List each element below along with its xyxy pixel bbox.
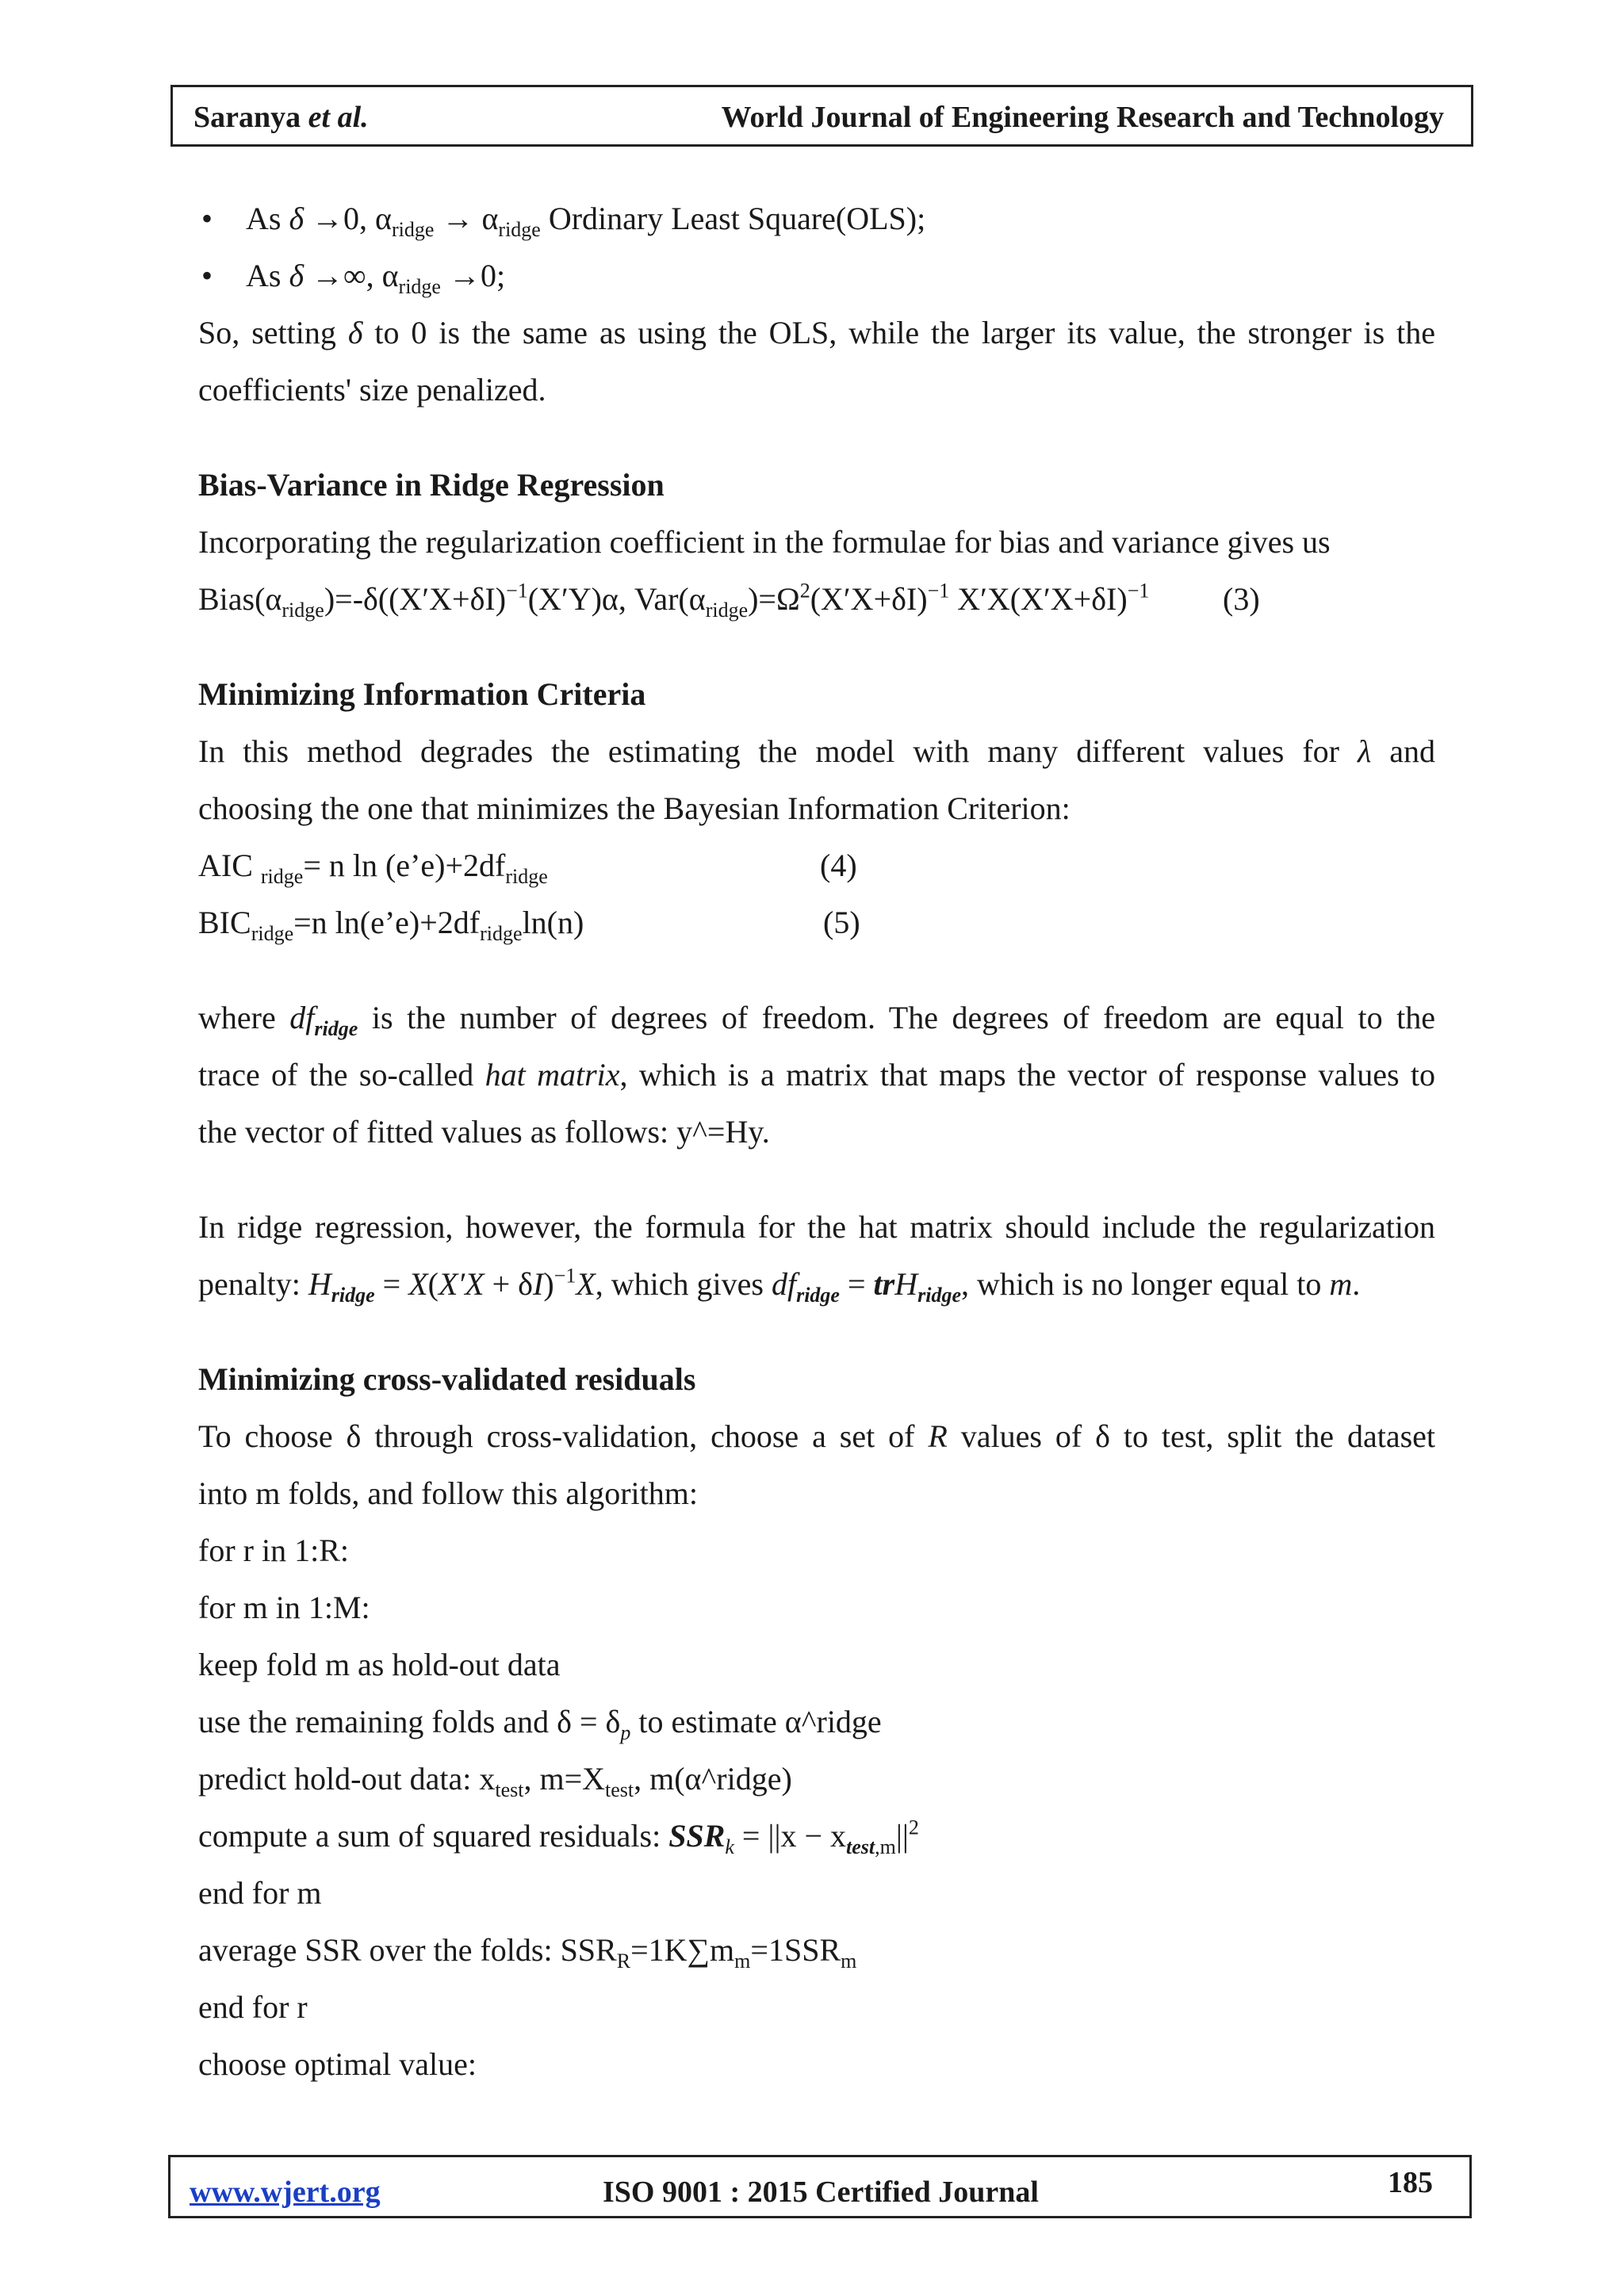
equation-4-aic: AIC $_{ridge}$= n $\ln (e’e)+2df_{ridge}$ xyxy=(198,848,548,889)
algo-compute-ssr: compute a sum of squared residuals: $SSR_k = ||x - x_{test,m}||^2$ xyxy=(198,1816,919,1859)
header-journal-title: World Journal of Engineering Research and Technology xyxy=(721,101,1444,134)
cross-validation-line-1: To choose δ through cross-validation, choose a set of R values of δ to test, split the dataset xyxy=(198,1418,1436,1454)
equation-5-bic: $BIC_{ridge}=n$ $\ln(e’e)+2df_{ridge}\ln(n)$ xyxy=(198,905,584,946)
algo-predict: predict hold-out data: $x_{test}$, $m=X_{test}$, m(α^ridge) xyxy=(198,1761,792,1802)
running-header xyxy=(170,85,1473,147)
iso-certification: ISO 9001 : 2015 Certified Journal xyxy=(603,2175,1039,2209)
paragraph-df-line-3: the vector of fitted values as follows: y^=Hy. xyxy=(198,1114,770,1150)
algo-for-r: for r in 1:R: xyxy=(198,1533,349,1568)
bullet-dot: • xyxy=(201,258,213,293)
algo-keep-fold: keep fold m as hold-out data xyxy=(198,1647,561,1682)
paragraph-hat-line-1: In ridge regression, however, the formula for the hat matrix should include the regularization xyxy=(198,1209,1435,1245)
equation-number-5: (5) xyxy=(823,905,860,940)
journal-website-link[interactable]: www.wjert.org xyxy=(190,2175,381,2209)
bullet-dot: • xyxy=(201,201,213,236)
page-number: 185 xyxy=(1388,2166,1433,2199)
header-author: Saranya et al. xyxy=(193,101,369,134)
equation-3: $Bias(\alpha_{ridge})=-\delta((X'X+\delta I)^{-1}(X'Y)\alpha$, $Var(\alpha_{ridge})=\Omega^2(X'X+\delta I)^{-1}$ $X'X(X'X+\delta I)^{-1}$ xyxy=(198,579,1150,622)
section-heading-bias-variance: Bias-Variance in Ridge Regression xyxy=(198,467,665,503)
algo-end-for-r: end for r xyxy=(198,1989,308,2025)
paragraph-df-line-1: where $df_{ridge}$ is the number of degrees of freedom. The degrees of freedom are equal to the xyxy=(198,1000,1436,1041)
algo-end-for-m: end for m xyxy=(198,1875,322,1911)
section-heading-cross-validation: Minimizing cross-validated residuals xyxy=(198,1361,696,1397)
page-footer xyxy=(168,2155,1472,2218)
equation-number-4: (4) xyxy=(820,848,857,883)
information-criteria-line-2: choosing the one that minimizes the Bayesian Information Criterion: xyxy=(198,790,1071,826)
algo-use-remaining: use the remaining folds and $\delta = \delta_p$ to estimate α^ridge xyxy=(198,1704,882,1745)
paragraph-hat-line-2: penalty: $H_{ridge} = X(X'X + \delta I)^{-1}X$, which gives $df_{ridge} = trH_{ridge}$, which is no longer equal to m. xyxy=(198,1264,1361,1307)
paragraph-df-line-2: trace of the so-called hat matrix, which is a matrix that maps the vector of response values to xyxy=(198,1057,1436,1093)
section-heading-information-criteria: Minimizing Information Criteria xyxy=(198,676,646,712)
bias-variance-intro: Incorporating the regularization coefficient in the formulae for bias and variance gives us xyxy=(198,524,1331,560)
algo-for-m: for m in 1:M: xyxy=(198,1590,370,1625)
cross-validation-line-2: into m folds, and follow this algorithm: xyxy=(198,1475,698,1511)
algo-choose-optimal: choose optimal value: xyxy=(198,2046,477,2082)
paragraph-ols-line-1: So, setting δ to 0 is the same as using the OLS, while the larger its value, the stronger is the xyxy=(198,315,1435,350)
paragraph-ols-line-2: coefficients' size penalized. xyxy=(198,372,546,408)
information-criteria-line-1: In this method degrades the estimating the model with many different values for λ and xyxy=(198,733,1435,769)
algo-average-ssr: average SSR over the folds: $SSR_R=1K\sum m_m=1SSR_m$ xyxy=(198,1932,857,1973)
equation-number-3: (3) xyxy=(1223,581,1260,617)
